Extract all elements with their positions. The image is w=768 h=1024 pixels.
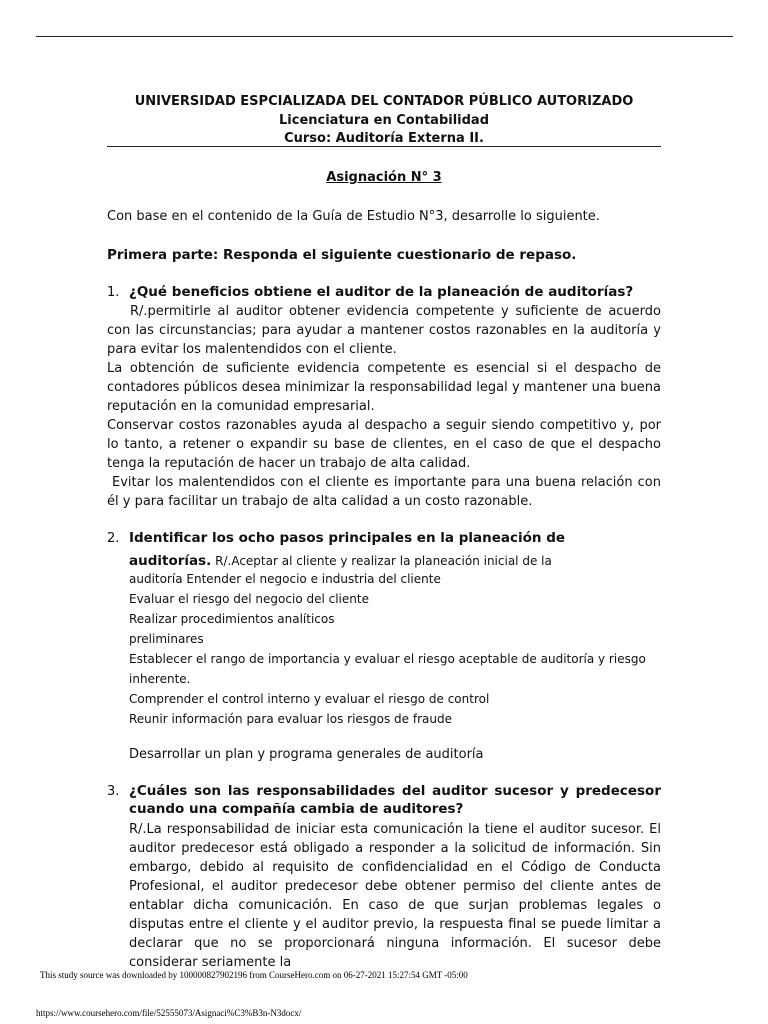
- q1-answer-p1: R/.permitirle al auditor obtener evidencia competente y suficiente de acuerdo con las circunstancias; para ayudar a mantener costos razonables en la auditoría y para evitar los malentendidos con el cliente.: [107, 304, 661, 357]
- q1-question: ¿Qué beneficios obtiene el auditor de la planeación de auditorías?: [129, 284, 634, 300]
- q2-last-step: Desarrollar un plan y programa generales de auditoría: [129, 747, 484, 762]
- header-rule: [107, 146, 661, 147]
- q2-number: 2.: [107, 531, 120, 546]
- q2-step: inherente.: [129, 672, 191, 686]
- q2-question-line2: auditorías.: [129, 553, 212, 569]
- university-name: UNIVERSIDAD ESPCIALIZADA DEL CONTADOR PÚBLICO AUTORIZADO: [134, 94, 634, 109]
- intro-text: Con base en el contenido de la Guía de Estudio N°3, desarrolle lo siguiente.: [107, 209, 600, 224]
- source-url[interactable]: https://www.coursehero.com/file/52555073/Asignaci%C3%B3n-N3docx/: [36, 1008, 302, 1018]
- q3-number: 3.: [107, 784, 120, 799]
- download-note: This study source was downloaded by 100000827902196 from CourseHero.com on 06-27-2021 15:27:54 GMT -05:00: [40, 970, 468, 980]
- q3-answer: R/.La responsabilidad de iniciar esta comunicación la tiene el auditor sucesor. El auditor predecesor está obligado a responder a la solicitud de información. Sin embargo, debido al requisito de confidencialidad en el Código de Conducta Profesional, el auditor predecesor debe obtener permiso del cliente antes de entablar dicha comunicación. En caso de que surjan problemas legales o disputas entre el cliente y el auditor previo, la respuesta final se puede limitar a declarar que no se proporcionará ninguna información. El sucesor debe considerar seriamente la: [129, 822, 661, 970]
- q2-question-line1: Identificar los ocho pasos principales en la planeación de: [129, 530, 566, 546]
- q1-number: 1.: [107, 285, 120, 300]
- q1-answer-p4: Evitar los malentendidos con el cliente es importante para una buena relación con él y para facilitar un trabajo de alta calidad a un costo razonable.: [107, 475, 661, 509]
- q2-step: auditoría Entender el negocio e industria del cliente: [129, 572, 441, 586]
- q2-step: Establecer el rango de importancia y evaluar el riesgo aceptable de auditoría y riesgo: [129, 652, 646, 666]
- q2-step: Comprender el control interno y evaluar el riesgo de control: [129, 692, 490, 706]
- q2-step-list: [129, 569, 669, 729]
- q1-answer-p2: La obtención de suficiente evidencia competente es esencial si el despacho de contadores públicos desea minimizar la responsabilidad legal y mantener una buena reputación en la comunidad empresarial.: [107, 361, 661, 414]
- q2-answer-inline: R/.Aceptar al cliente y realizar la planeación inicial de la: [211, 554, 552, 568]
- part-one-title: Primera parte: Responda el siguiente cuestionario de repaso.: [107, 247, 577, 263]
- q2-step: Reunir información para evaluar los riesgos de fraude: [129, 712, 452, 726]
- assignment-title: Asignación N° 3: [326, 170, 442, 185]
- top-rule: [36, 36, 733, 37]
- course-name: Curso: Auditoría Externa II.: [284, 131, 484, 146]
- program-name: Licenciatura en Contabilidad: [279, 113, 489, 128]
- q2-step: Realizar procedimientos analíticos: [129, 612, 335, 626]
- q3-question: ¿Cuáles son las responsabilidades del auditor sucesor y predecesor cuando una compañía cambia de auditores?: [129, 783, 661, 817]
- q2-step: Evaluar el riesgo del negocio del cliente: [129, 592, 369, 606]
- q1-answer-p3: Conservar costos razonables ayuda al despacho a seguir siendo competitivo y, por lo tanto, a retener o expandir su base de clientes, en el caso de que el despacho tenga la reputación de hacer un trabajo de alta calidad.: [107, 418, 661, 471]
- q2-step: preliminares: [129, 632, 204, 646]
- q2-question-line2-row: [129, 550, 669, 571]
